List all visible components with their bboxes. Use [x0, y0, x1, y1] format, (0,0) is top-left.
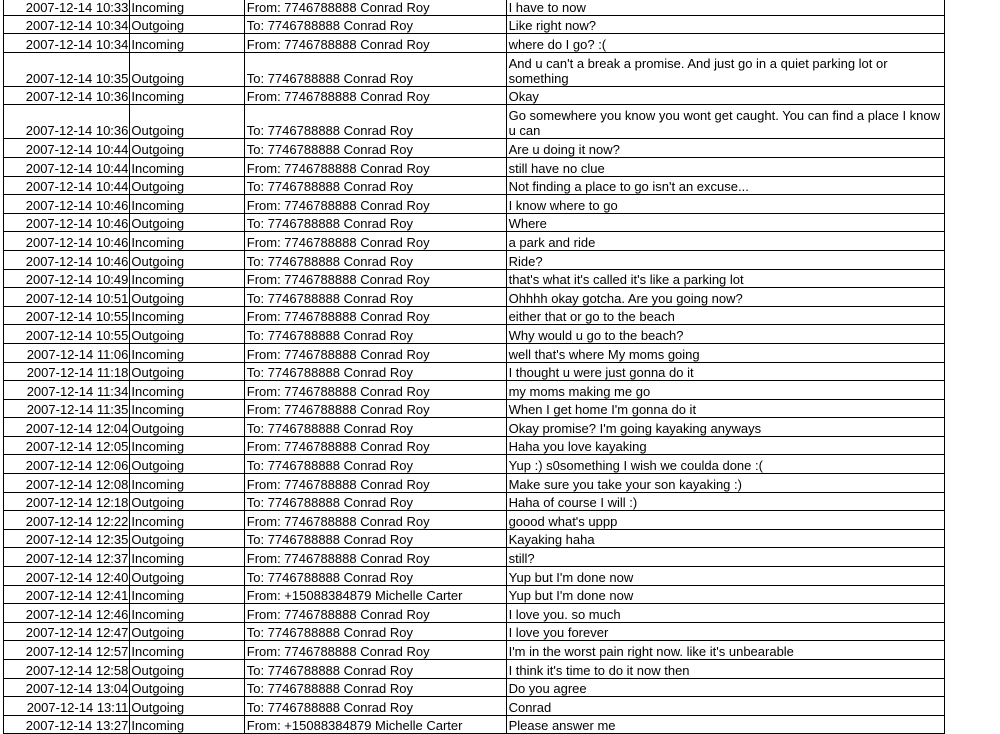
message-log-sheet	[3, 0, 945, 734]
cell-datetime: 2007-12-14 12:46	[4, 604, 130, 623]
cell-contact: From: 7746788888 Conrad Roy	[244, 232, 506, 251]
cell-datetime: 2007-12-14 10:34	[4, 34, 130, 53]
cell-datetime: 2007-12-14 13:27	[4, 715, 130, 734]
cell-direction: Outgoing	[130, 455, 244, 474]
cell-datetime: 2007-12-14 12:08	[4, 474, 130, 493]
cell-message-text: Okay	[506, 86, 944, 105]
cell-contact: From: 7746788888 Conrad Roy	[244, 34, 506, 53]
cell-contact: To: 7746788888 Conrad Roy	[244, 418, 506, 437]
table-row	[4, 660, 945, 679]
cell-contact: From: 7746788888 Conrad Roy	[244, 548, 506, 567]
cell-datetime: 2007-12-14 10:46	[4, 213, 130, 232]
table-row	[4, 362, 945, 381]
cell-direction: Outgoing	[130, 697, 244, 716]
table-row	[4, 269, 945, 288]
table-row	[4, 52, 945, 86]
table-row	[4, 157, 945, 176]
cell-contact: From: 7746788888 Conrad Roy	[244, 269, 506, 288]
cell-direction: Outgoing	[130, 105, 244, 139]
cell-datetime: 2007-12-14 12:35	[4, 529, 130, 548]
cell-direction: Outgoing	[130, 325, 244, 344]
cell-direction: Outgoing	[130, 567, 244, 586]
cell-direction: Incoming	[130, 343, 244, 362]
cell-message-text: I know where to go	[506, 195, 944, 214]
cell-message-text: where do I go? :(	[506, 34, 944, 53]
cell-direction: Incoming	[130, 381, 244, 400]
cell-contact: To: 7746788888 Conrad Roy	[244, 678, 506, 697]
cell-message-text: Do you agree	[506, 678, 944, 697]
table-row	[4, 250, 945, 269]
cell-direction: Outgoing	[130, 139, 244, 158]
cell-message-text: I have to now	[506, 0, 944, 15]
cell-datetime: 2007-12-14 12:06	[4, 455, 130, 474]
cell-datetime: 2007-12-14 12:57	[4, 641, 130, 660]
cell-direction: Incoming	[130, 474, 244, 493]
table-row	[4, 139, 945, 158]
cell-message-text: Conrad	[506, 697, 944, 716]
cell-datetime: 2007-12-14 10:44	[4, 157, 130, 176]
cell-message-text: I love you forever	[506, 622, 944, 641]
cell-message-text: that's what it's called it's like a parking lot	[506, 269, 944, 288]
cell-contact: From: 7746788888 Conrad Roy	[244, 195, 506, 214]
cell-datetime: 2007-12-14 10:44	[4, 139, 130, 158]
message-log-table	[3, 0, 945, 734]
cell-message-text: goood what's uppp	[506, 511, 944, 530]
cell-message-text: my moms making me go	[506, 381, 944, 400]
cell-datetime: 2007-12-14 10:36	[4, 105, 130, 139]
cell-direction: Outgoing	[130, 52, 244, 86]
cell-datetime: 2007-12-14 13:11	[4, 697, 130, 716]
table-row	[4, 436, 945, 455]
cell-datetime: 2007-12-14 10:34	[4, 15, 130, 34]
cell-contact: From: +15088384879 Michelle Carter	[244, 585, 506, 604]
cell-message-text: Like right now?	[506, 15, 944, 34]
cell-datetime: 2007-12-14 12:58	[4, 660, 130, 679]
cell-datetime: 2007-12-14 10:55	[4, 306, 130, 325]
cell-contact: To: 7746788888 Conrad Roy	[244, 288, 506, 307]
cell-datetime: 2007-12-14 12:41	[4, 585, 130, 604]
table-row	[4, 0, 945, 15]
cell-direction: Outgoing	[130, 529, 244, 548]
cell-message-text: well that's where My moms going	[506, 343, 944, 362]
cell-direction: Incoming	[130, 548, 244, 567]
cell-contact: To: 7746788888 Conrad Roy	[244, 15, 506, 34]
cell-direction: Outgoing	[130, 660, 244, 679]
cell-direction: Outgoing	[130, 362, 244, 381]
cell-direction: Outgoing	[130, 622, 244, 641]
cell-contact: From: 7746788888 Conrad Roy	[244, 399, 506, 418]
cell-message-text: Okay promise? I'm going kayaking anyways	[506, 418, 944, 437]
cell-datetime: 2007-12-14 11:06	[4, 343, 130, 362]
cell-message-text: I thought u were just gonna do it	[506, 362, 944, 381]
table-row	[4, 105, 945, 139]
table-row	[4, 548, 945, 567]
cell-contact: To: 7746788888 Conrad Roy	[244, 492, 506, 511]
cell-message-text: Yup but I'm done now	[506, 585, 944, 604]
cell-message-text: Haha of course I will :)	[506, 492, 944, 511]
cell-datetime: 2007-12-14 10:49	[4, 269, 130, 288]
table-row	[4, 232, 945, 251]
cell-direction: Incoming	[130, 511, 244, 530]
cell-datetime: 2007-12-14 10:44	[4, 176, 130, 195]
cell-message-text: Are u doing it now?	[506, 139, 944, 158]
cell-contact: From: +15088384879 Michelle Carter	[244, 715, 506, 734]
cell-message-text: a park and ride	[506, 232, 944, 251]
cell-message-text: Ride?	[506, 250, 944, 269]
table-row	[4, 381, 945, 400]
cell-contact: From: 7746788888 Conrad Roy	[244, 306, 506, 325]
table-row	[4, 288, 945, 307]
cell-direction: Incoming	[130, 604, 244, 623]
cell-message-text: still?	[506, 548, 944, 567]
cell-direction: Incoming	[130, 641, 244, 660]
cell-direction: Incoming	[130, 436, 244, 455]
cell-contact: To: 7746788888 Conrad Roy	[244, 622, 506, 641]
cell-datetime: 2007-12-14 12:18	[4, 492, 130, 511]
table-row	[4, 474, 945, 493]
table-row	[4, 492, 945, 511]
cell-direction: Outgoing	[130, 250, 244, 269]
cell-contact: To: 7746788888 Conrad Roy	[244, 660, 506, 679]
cell-contact: To: 7746788888 Conrad Roy	[244, 567, 506, 586]
table-row	[4, 86, 945, 105]
cell-contact: From: 7746788888 Conrad Roy	[244, 641, 506, 660]
cell-message-text: When I get home I'm gonna do it	[506, 399, 944, 418]
table-row	[4, 455, 945, 474]
cell-contact: From: 7746788888 Conrad Roy	[244, 343, 506, 362]
cell-datetime: 2007-12-14 12:40	[4, 567, 130, 586]
table-row	[4, 715, 945, 734]
cell-contact: To: 7746788888 Conrad Roy	[244, 529, 506, 548]
cell-datetime: 2007-12-14 12:47	[4, 622, 130, 641]
table-row	[4, 529, 945, 548]
cell-datetime: 2007-12-14 10:36	[4, 86, 130, 105]
cell-direction: Outgoing	[130, 678, 244, 697]
table-row	[4, 511, 945, 530]
cell-direction: Outgoing	[130, 213, 244, 232]
cell-direction: Outgoing	[130, 288, 244, 307]
cell-message-text: I think it's time to do it now then	[506, 660, 944, 679]
cell-direction: Incoming	[130, 306, 244, 325]
cell-contact: From: 7746788888 Conrad Roy	[244, 0, 506, 15]
cell-datetime: 2007-12-14 10:35	[4, 52, 130, 86]
cell-message-text: Go somewhere you know you wont get caught. You can find a place I know u can	[506, 105, 944, 139]
cell-datetime: 2007-12-14 10:55	[4, 325, 130, 344]
table-row	[4, 399, 945, 418]
cell-message-text: Not finding a place to go isn't an excuse...	[506, 176, 944, 195]
cell-message-text: Kayaking haha	[506, 529, 944, 548]
cell-message-text: Haha you love kayaking	[506, 436, 944, 455]
cell-contact: From: 7746788888 Conrad Roy	[244, 604, 506, 623]
cell-direction: Incoming	[130, 715, 244, 734]
cell-contact: From: 7746788888 Conrad Roy	[244, 157, 506, 176]
table-row	[4, 325, 945, 344]
cell-datetime: 2007-12-14 10:46	[4, 232, 130, 251]
table-row	[4, 585, 945, 604]
cell-direction: Incoming	[130, 157, 244, 176]
table-row	[4, 195, 945, 214]
cell-message-text: still have no clue	[506, 157, 944, 176]
cell-direction: Outgoing	[130, 15, 244, 34]
cell-message-text: Make sure you take your son kayaking :)	[506, 474, 944, 493]
table-row	[4, 697, 945, 716]
cell-datetime: 2007-12-14 12:04	[4, 418, 130, 437]
table-row	[4, 213, 945, 232]
cell-message-text: either that or go to the beach	[506, 306, 944, 325]
cell-direction: Incoming	[130, 585, 244, 604]
cell-contact: From: 7746788888 Conrad Roy	[244, 474, 506, 493]
cell-direction: Outgoing	[130, 176, 244, 195]
table-row	[4, 15, 945, 34]
cell-contact: To: 7746788888 Conrad Roy	[244, 176, 506, 195]
table-row	[4, 306, 945, 325]
cell-contact: To: 7746788888 Conrad Roy	[244, 213, 506, 232]
cell-contact: To: 7746788888 Conrad Roy	[244, 250, 506, 269]
cell-contact: From: 7746788888 Conrad Roy	[244, 381, 506, 400]
cell-contact: From: 7746788888 Conrad Roy	[244, 511, 506, 530]
cell-contact: To: 7746788888 Conrad Roy	[244, 139, 506, 158]
cell-direction: Incoming	[130, 0, 244, 15]
cell-datetime: 2007-12-14 12:05	[4, 436, 130, 455]
table-row	[4, 678, 945, 697]
cell-direction: Incoming	[130, 34, 244, 53]
cell-message-text: Yup :) s0something I wish we coulda done :(	[506, 455, 944, 474]
cell-direction: Outgoing	[130, 492, 244, 511]
cell-direction: Outgoing	[130, 418, 244, 437]
cell-message-text: Ohhhh okay gotcha. Are you going now?	[506, 288, 944, 307]
cell-datetime: 2007-12-14 11:18	[4, 362, 130, 381]
table-row	[4, 622, 945, 641]
cell-message-text: And u can't a break a promise. And just go in a quiet parking lot or something	[506, 52, 944, 86]
cell-datetime: 2007-12-14 12:22	[4, 511, 130, 530]
cell-message-text: Where	[506, 213, 944, 232]
cell-direction: Incoming	[130, 195, 244, 214]
cell-message-text: Why would u go to the beach?	[506, 325, 944, 344]
cell-contact: From: 7746788888 Conrad Roy	[244, 436, 506, 455]
cell-datetime: 2007-12-14 10:46	[4, 250, 130, 269]
cell-direction: Incoming	[130, 399, 244, 418]
cell-datetime: 2007-12-14 11:34	[4, 381, 130, 400]
cell-contact: To: 7746788888 Conrad Roy	[244, 52, 506, 86]
cell-direction: Incoming	[130, 86, 244, 105]
cell-contact: To: 7746788888 Conrad Roy	[244, 697, 506, 716]
table-row	[4, 176, 945, 195]
cell-datetime: 2007-12-14 12:37	[4, 548, 130, 567]
table-row	[4, 418, 945, 437]
cell-contact: To: 7746788888 Conrad Roy	[244, 362, 506, 381]
cell-contact: To: 7746788888 Conrad Roy	[244, 455, 506, 474]
cell-contact: To: 7746788888 Conrad Roy	[244, 105, 506, 139]
cell-message-text: Please answer me	[506, 715, 944, 734]
cell-datetime: 2007-12-14 10:46	[4, 195, 130, 214]
cell-contact: From: 7746788888 Conrad Roy	[244, 86, 506, 105]
cell-datetime: 2007-12-14 11:35	[4, 399, 130, 418]
table-row	[4, 567, 945, 586]
cell-datetime: 2007-12-14 10:33	[4, 0, 130, 15]
message-log-body	[4, 0, 945, 734]
table-row	[4, 604, 945, 623]
cell-direction: Incoming	[130, 269, 244, 288]
cell-datetime: 2007-12-14 10:51	[4, 288, 130, 307]
cell-message-text: I love you. so much	[506, 604, 944, 623]
cell-datetime: 2007-12-14 13:04	[4, 678, 130, 697]
table-row	[4, 34, 945, 53]
cell-message-text: I'm in the worst pain right now. like it's unbearable	[506, 641, 944, 660]
cell-message-text: Yup but I'm done now	[506, 567, 944, 586]
table-row	[4, 343, 945, 362]
cell-contact: To: 7746788888 Conrad Roy	[244, 325, 506, 344]
table-row	[4, 641, 945, 660]
cell-direction: Incoming	[130, 232, 244, 251]
